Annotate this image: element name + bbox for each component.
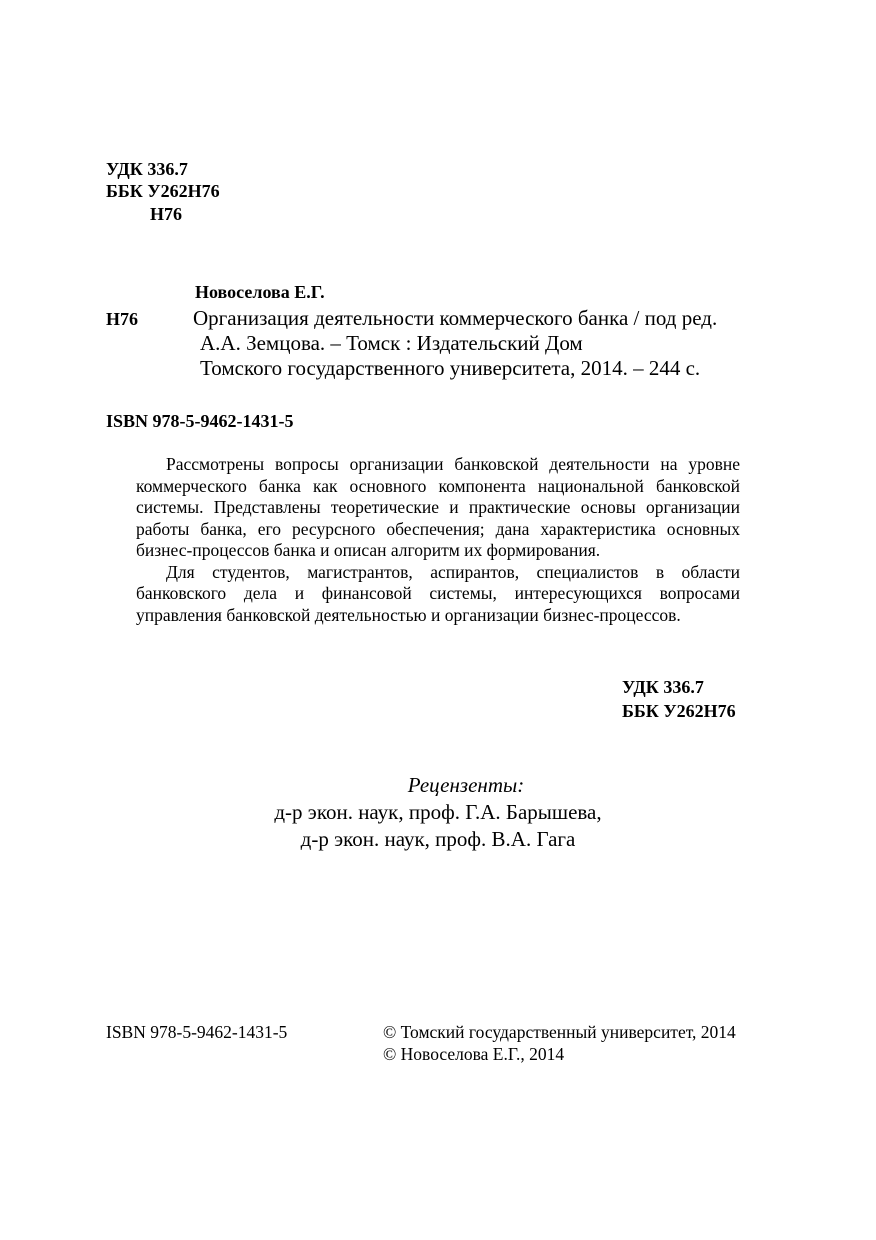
bbk-code-top: ББК У262Н76 [106, 181, 220, 201]
abstract-paragraph-2: Для студентов, магистрантов, аспирантов, специалистов в области банковского дела и финансовой системы, интересующихся вопросами управления банковской деятельностью и организации бизнес-процессов. [136, 561, 740, 625]
book-title-line-3: Томского государственного университета, 2014. – 244 с. [200, 356, 701, 380]
reviewer-2: д-р экон. наук, проф. В.А. Гага [300, 827, 576, 851]
book-title-line-2: А.А. Земцова. – Томск : Издательский Дом [200, 331, 583, 355]
author-sign: Н76 [106, 309, 139, 329]
footer-isbn: ISBN 978-5-9462-1431-5 [106, 1022, 288, 1042]
udk-code-bottom: УДК 336.7 [622, 677, 704, 697]
abstract-paragraph-1: Рассмотрены вопросы организации банковской деятельности на уровне коммерческого банка как основного компонента национальной банковской системы. Представлены теоретические и практические основы организации работы банка, его ресурсного обеспечения; дана характеристика основных бизнес-процессов банка и описан алгоритм их формирования. [136, 454, 740, 560]
bbk-code-bottom: ББК У262Н76 [622, 701, 736, 721]
author-sign-top: Н76 [150, 204, 183, 224]
isbn-bold: ISBN 978-5-9462-1431-5 [106, 411, 294, 431]
author-name: Новоселова Е.Г. [195, 282, 325, 302]
copyright-university: © Томский государственный университет, 2014 [383, 1022, 736, 1042]
abstract [136, 454, 740, 626]
udk-code-top: УДК 336.7 [106, 159, 188, 179]
reviewer-1: д-р экон. наук, проф. Г.А. Барышева, [274, 800, 602, 824]
book-title-line-1: Организация деятельности коммерческого банка / под ред. [193, 306, 718, 330]
reviewers-heading: Рецензенты: [407, 773, 525, 797]
copyright-author: © Новоселова Е.Г., 2014 [383, 1044, 565, 1064]
